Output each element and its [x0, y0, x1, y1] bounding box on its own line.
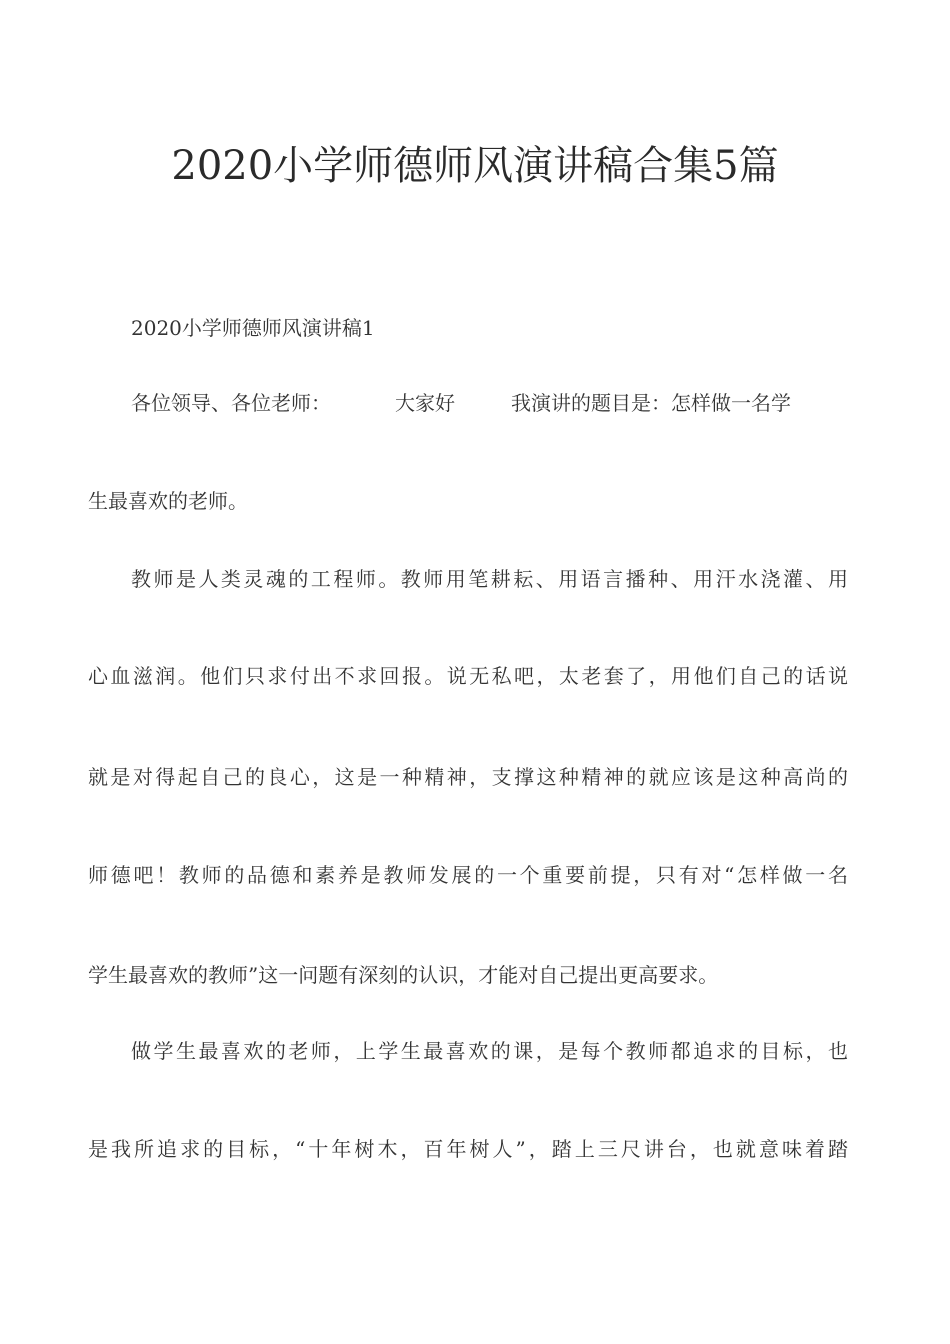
paragraph-line: 学生最喜欢的教师”这一问题有深刻的认识，才能对自己提出更高要求。 [88, 963, 719, 987]
paragraph-line: 生最喜欢的老师。 [88, 489, 248, 513]
greeting-hello: 大家好 [395, 391, 455, 415]
document-title: 2020小学师德师风演讲稿合集5篇 [171, 143, 779, 189]
paragraph-line: 就是对得起自己的良心，这是一种精神，支撑这种精神的就应该是这种高尚的 [88, 765, 848, 789]
paragraph-line: 心血滋润。他们只求付出不求回报。说无私吧，太老套了，用他们自己的话说 [88, 664, 848, 688]
paragraph-line: 是我所追求的目标，“十年树木，百年树人”，踏上三尺讲台，也就意味着踏 [88, 1137, 848, 1161]
greeting-salutation: 各位领导、各位老师： [131, 391, 331, 415]
speech-subtitle: 2020小学师德师风演讲稿1 [131, 316, 375, 340]
speech-topic: 我演讲的题目是：怎样做一名学 [511, 391, 791, 415]
paragraph-line: 教师是人类灵魂的工程师。教师用笔耕耘、用语言播种、用汗水浇灌、用 [131, 567, 848, 591]
greeting-line [131, 388, 848, 418]
paragraph-line: 做学生最喜欢的老师，上学生最喜欢的课，是每个教师都追求的目标，也 [131, 1039, 848, 1063]
paragraph-line: 师德吧！教师的品德和素养是教师发展的一个重要前提，只有对“怎样做一名 [88, 863, 848, 887]
